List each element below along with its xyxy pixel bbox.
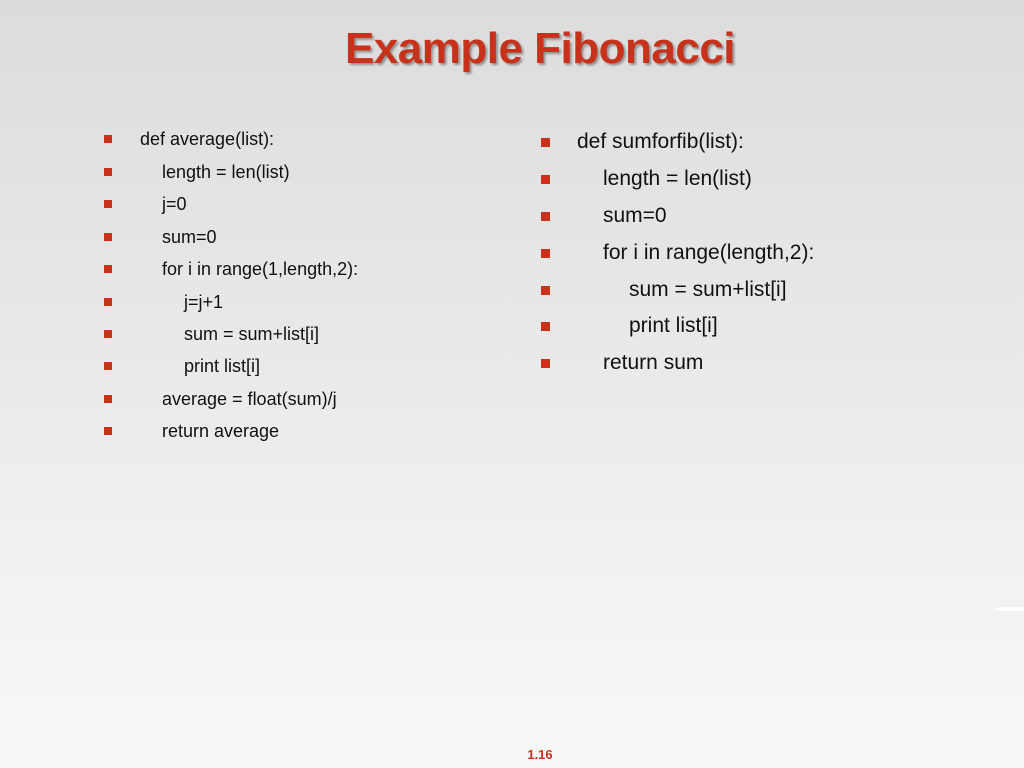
bullet-icon bbox=[104, 233, 112, 241]
bullet-icon bbox=[104, 200, 112, 208]
code-line: length = len(list) bbox=[162, 162, 290, 182]
code-line: print list[i] bbox=[184, 356, 261, 376]
code-line: j=0 bbox=[162, 194, 187, 214]
bullet-icon bbox=[104, 362, 112, 370]
bullet-icon bbox=[104, 265, 112, 273]
code-line: sum = sum+list[i] bbox=[629, 278, 787, 301]
code-line: sum = sum+list[i] bbox=[184, 324, 320, 344]
bullet-icon bbox=[104, 298, 112, 306]
code-line: j=j+1 bbox=[184, 292, 224, 312]
bullet-icon bbox=[541, 249, 550, 258]
code-line: sum=0 bbox=[603, 204, 667, 227]
code-line: for i in range(1,length,2): bbox=[162, 259, 359, 279]
code-line: def average(list): bbox=[140, 129, 275, 149]
bullet-icon bbox=[541, 359, 550, 368]
bullet-icon bbox=[104, 427, 112, 435]
bullet-icon bbox=[541, 175, 550, 184]
code-line: def sumforfib(list): bbox=[577, 130, 744, 153]
slide-title: Example Fibonacci bbox=[344, 24, 736, 73]
code-line: print list[i] bbox=[629, 314, 718, 337]
bullet-icon bbox=[104, 135, 112, 143]
code-line: return average bbox=[162, 421, 280, 441]
decorative-swoosh bbox=[994, 607, 1024, 611]
code-line: sum=0 bbox=[162, 227, 217, 247]
code-line: for i in range(length,2): bbox=[603, 241, 815, 264]
code-line: return sum bbox=[603, 351, 704, 374]
code-line: average = float(sum)/j bbox=[162, 389, 337, 409]
bullet-icon bbox=[541, 286, 550, 295]
code-line: length = len(list) bbox=[603, 167, 752, 190]
bullet-icon bbox=[104, 168, 112, 176]
bullet-icon bbox=[541, 322, 550, 331]
bullet-icon bbox=[541, 138, 550, 147]
bullet-icon bbox=[104, 395, 112, 403]
bullet-icon bbox=[104, 330, 112, 338]
slide-number: 1.16 bbox=[527, 747, 553, 762]
bullet-icon bbox=[541, 212, 550, 221]
